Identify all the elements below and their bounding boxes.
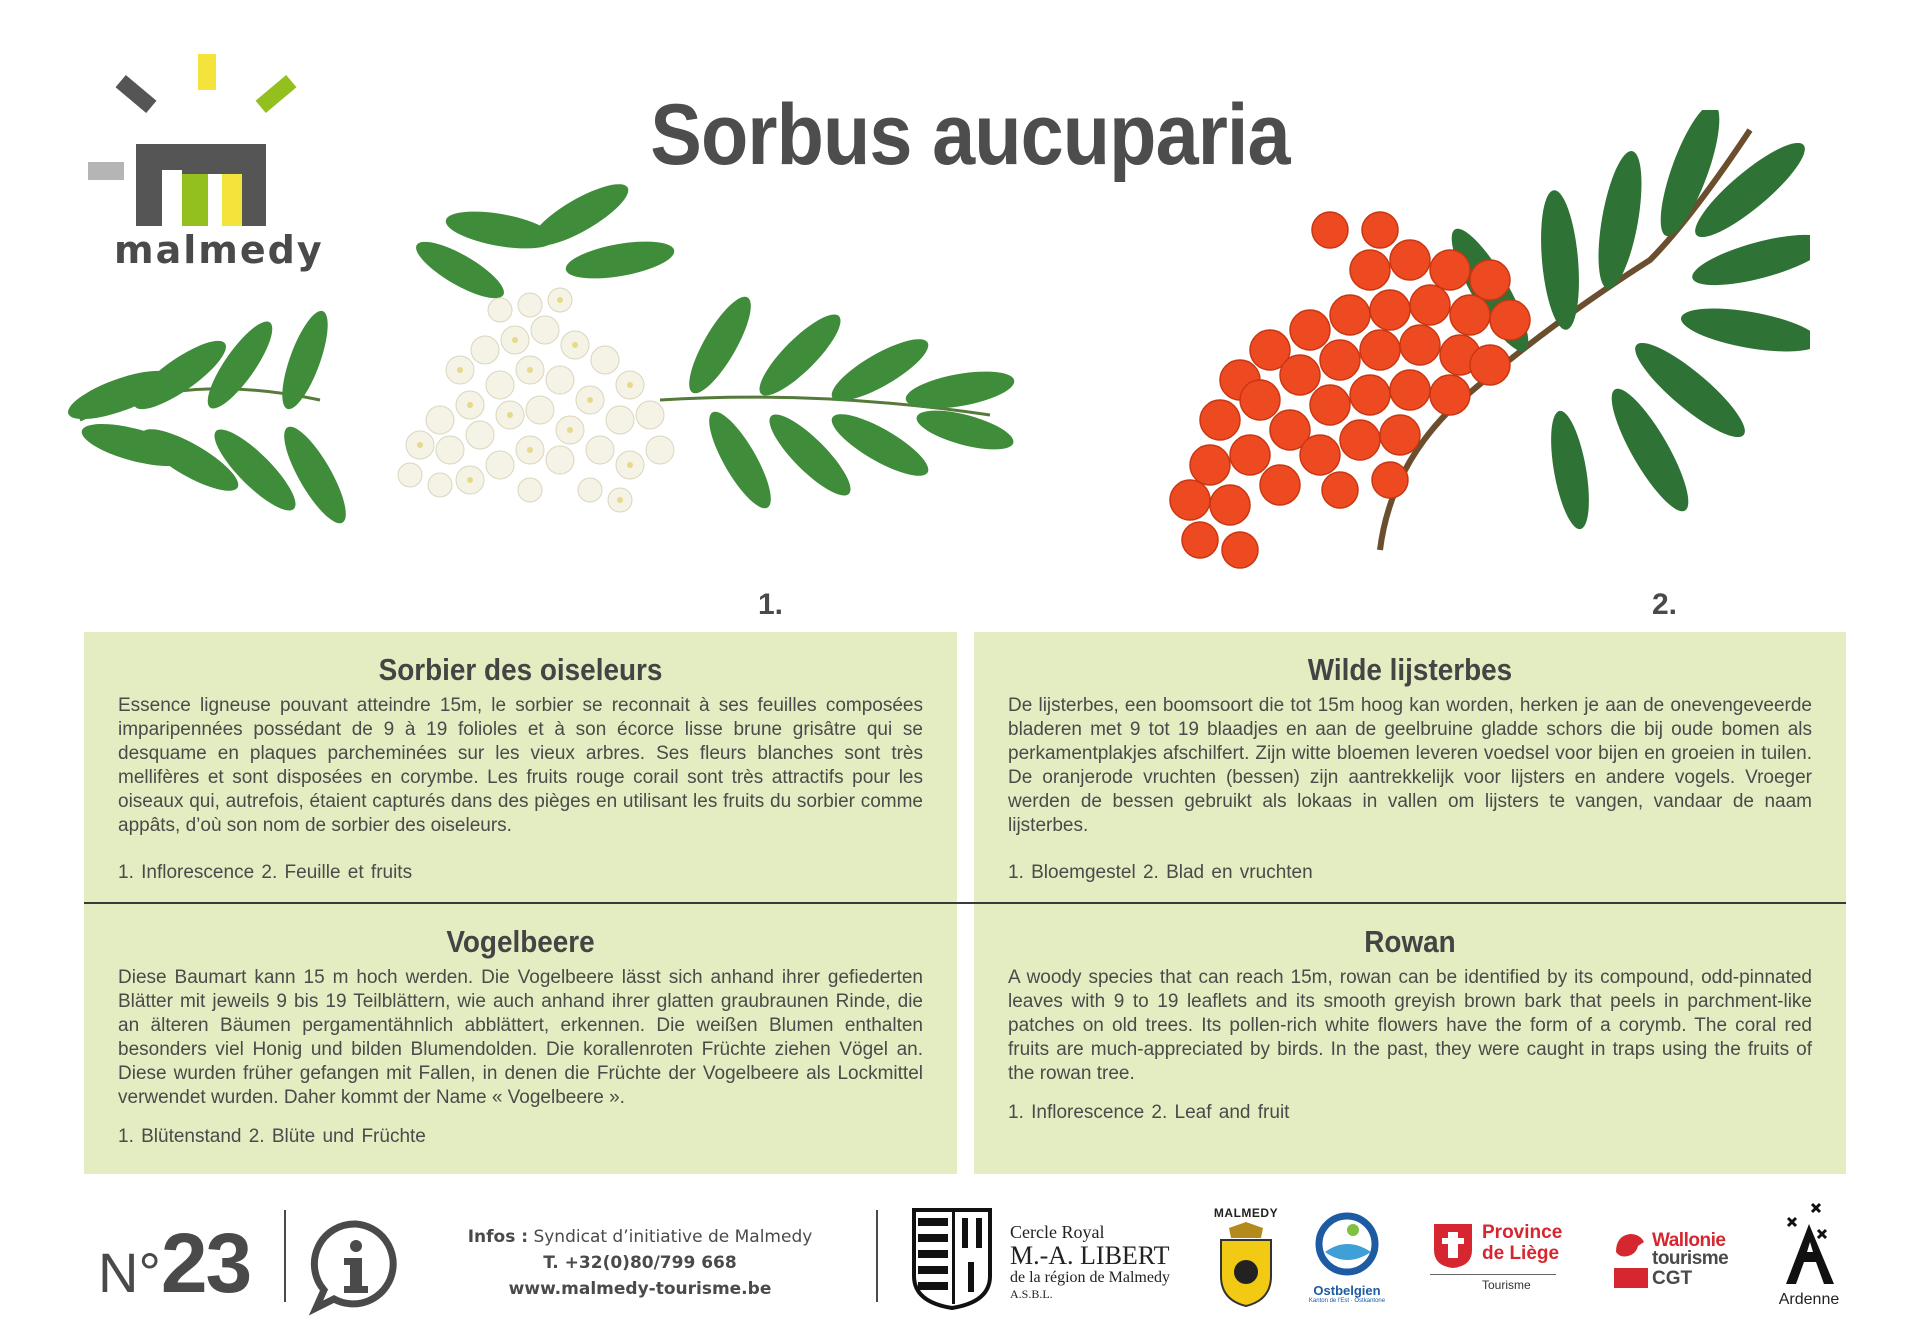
panel-heading: Rowan (1364, 924, 1456, 959)
wallonie-line-2: tourisme (1652, 1248, 1729, 1269)
liege-line-2: de Liège (1482, 1243, 1560, 1264)
panel-body: De lijsterbes, een boomsoort die tot 15m hoog kan worden, herken je aan de onevengeveerde bladeren met 9 tot 19 blaadjes en aan de geelbruine gladde schors die bij oude bomen als perkamentplakjes afschilfert. Zijn witte bloemen leveren voedsel voor bijen en groeien in tuilen. De oranjerode vruchten (bessen) zijn aantrekkelijk voor lijsters en andere vogels. Vroeger werden de bessen gebruikt als lokaas in vallen om lijsters te vangen, vandaar de naam lijsterbes. (1008, 695, 1812, 836)
liege-line-1: Province (1482, 1222, 1563, 1243)
libert-line-2: M.-A. LIBERT (1010, 1241, 1170, 1270)
logo-wordmark: malmedy (114, 228, 324, 272)
panel-legend: 1. Blütenstand 2. Blüte und Früchte (118, 1126, 426, 1147)
panel-dutch (974, 632, 1846, 902)
infos-label: Infos : (467, 1227, 529, 1247)
panel-body: A woody species that can reach 15m, rowan can be identified by its compound, odd-pinnated leaves with 9 to 19 leaflets and its smooth greyish brown bark that peels in parchment-like patches on old trees. Its pollen-rich white flowers have the form of a corymb. The coral red fruits are much-appreciated by birds. In the past, they were caught in traps using the fruits of the rowan tree. (1008, 967, 1812, 1084)
panel-german (84, 904, 957, 1174)
ardenne-logo (1774, 1200, 1844, 1312)
website-link[interactable]: www.malmedy-tourisme.be (508, 1279, 772, 1299)
figure-number-1: 1. (758, 588, 784, 621)
phone-number[interactable]: T. +32(0)80/799 668 (543, 1253, 737, 1273)
libert-shield-logo (910, 1206, 994, 1310)
panel-legend: 1. Inflorescence 2. Leaf and fruit (1008, 1102, 1290, 1123)
malmedy-crest-caption: MALMEDY (1213, 1206, 1279, 1220)
panel-english (974, 904, 1846, 1174)
wallonie-line-3: CGT (1652, 1268, 1693, 1289)
libert-line-4: A.S.B.L. (1010, 1287, 1053, 1301)
panel-body: Diese Baumart kann 15 m hoch werden. Die Vogelbeere lässt sich anhand ihrer gefiederten Blätter mit jeweils 9 bis 19 Teilblättern, wie auch anhand ihrer glatten graubraunen Rinde, die an älteren Bäumen pergamentähnlich abblättert, erkennen. Die weißen Blumen enthalten besonders viel Honig und bilden Blumendolden. Die korallenroten Früchte ziehen Vögel an. Diese wurden früher gefangen mit Fallen, in denen die Früchte der Vogelbeere als Lockmittel verwendet wurden. Daher kommt der Name « Vogelbeere ». (118, 967, 923, 1108)
footer-separator (876, 1210, 878, 1302)
liege-rule (1430, 1274, 1556, 1275)
ardenne-caption: Ardenne (1778, 1291, 1840, 1308)
ostbelgien-sub: Kanton de l'Est · Ostkantone (1308, 1298, 1386, 1304)
malmedy-crest-logo (1206, 1206, 1286, 1312)
sheet-number (98, 1215, 250, 1312)
contact-info (410, 1224, 870, 1302)
info-icon (306, 1216, 406, 1316)
ostbelgien-name: Ostbelgien (1313, 1283, 1381, 1298)
liege-sub: Tourisme (1482, 1278, 1531, 1292)
wallonie-tourisme-logo (1610, 1226, 1740, 1296)
footer-separator (284, 1210, 286, 1302)
libert-line-1: Cercle Royal (1010, 1222, 1105, 1242)
rowan-flowers-illustration (60, 170, 1050, 570)
panel-legend: 1. Inflorescence 2. Feuille et fruits (118, 862, 413, 883)
panel-body: Essence ligneuse pouvant atteindre 15m, le sorbier se reconnait à ses feuilles composées imparipennées possédant de 9 à 19 folioles et à son écorce lisse brune grisâtre qui se desquame en plaques parcheminées sur les vieux arbres. Ses fleurs blanches sont très mellifères et sont disposées en corymbe. Les fruits rouge corail sont très attractifs pour les oiseaux qui, autrefois, étaient capturés dans des pièges en utilisant les fruits du sorbier comme appâts, d’où son nom de sorbier des oiseleurs. (118, 695, 923, 836)
panel-legend: 1. Bloemgestel 2. Blad en vruchten (1008, 862, 1313, 883)
page-title: Sorbus aucuparia (650, 87, 1290, 183)
province-liege-logo (1430, 1222, 1563, 1294)
panel-french (84, 632, 957, 902)
figure-number-2: 2. (1652, 588, 1678, 621)
sheet-number-value: 23 (160, 1216, 251, 1310)
libert-name (1010, 1222, 1170, 1302)
panel-heading: Vogelbeere (446, 924, 595, 959)
libert-line-3: de la région de Malmedy (1010, 1269, 1170, 1286)
panel-heading: Wilde lijsterbes (1307, 652, 1513, 687)
sheet-number-prefix: N° (98, 1241, 161, 1304)
panel-heading: Sorbier des oiseleurs (378, 652, 663, 687)
rowan-berries-illustration (1090, 110, 1810, 590)
liege-name (1482, 1222, 1562, 1264)
wallonie-line-1: Wallonie (1652, 1230, 1726, 1251)
ostbelgien-logo (1302, 1212, 1392, 1312)
infos-organisation: Syndicat d’initiative de Malmedy (533, 1227, 813, 1247)
